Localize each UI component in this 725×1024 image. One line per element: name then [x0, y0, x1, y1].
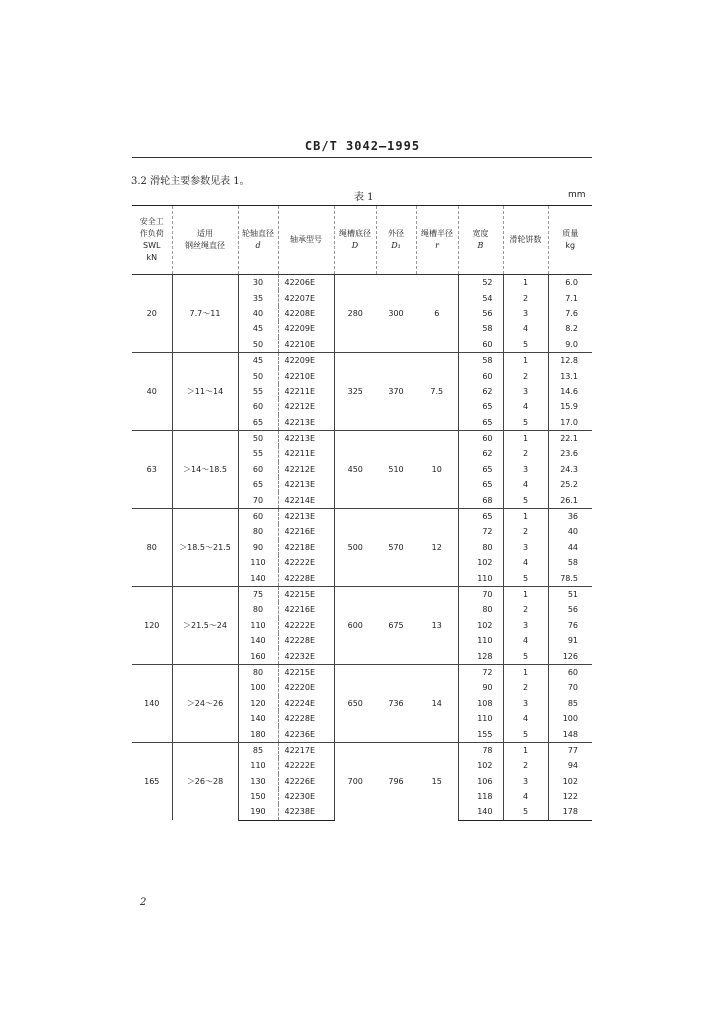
cell-axle-dia: 75: [238, 586, 278, 602]
cell-axle-dia: 140: [238, 570, 278, 586]
cell-axle-dia: 120: [238, 696, 278, 711]
cell-sheave-count: 2: [503, 524, 548, 539]
cell-sheave-count: 2: [503, 602, 548, 617]
cell-bearing: 42213E: [278, 430, 334, 446]
cell-groove-radius: 7.5: [416, 352, 458, 430]
cell-bearing: 42211E: [278, 384, 334, 399]
cell-mass: 178: [548, 804, 592, 820]
cell-sheave-count: 4: [503, 789, 548, 804]
cell-bearing: 42207E: [278, 290, 334, 305]
col-header-groove-radius: 绳槽半径 r: [416, 206, 458, 275]
cell-swl: 140: [132, 664, 172, 742]
cell-width: 65: [458, 415, 503, 431]
cell-rope-dia: ＞14～18.5: [172, 430, 238, 508]
cell-bearing: 42222E: [278, 758, 334, 773]
table-row: [132, 742, 592, 758]
cell-axle-dia: 45: [238, 352, 278, 368]
cell-width: 68: [458, 492, 503, 508]
cell-bearing: 42222E: [278, 618, 334, 633]
cell-outer-dia: 510: [376, 430, 416, 508]
cell-sheave-count: 1: [503, 742, 548, 758]
col-header-mass: 质量 kg: [548, 206, 592, 275]
cell-rope-dia: ＞11～14: [172, 352, 238, 430]
cell-axle-dia: 140: [238, 711, 278, 726]
table-row: [132, 352, 592, 368]
col-header-bearing: 轴承型号: [278, 206, 334, 275]
cell-sheave-count: 2: [503, 446, 548, 461]
cell-mass: 60: [548, 664, 592, 680]
table-row: [132, 430, 592, 446]
cell-width: 65: [458, 462, 503, 477]
cell-sheave-count: 3: [503, 774, 548, 789]
parameter-table: [132, 205, 592, 821]
cell-axle-dia: 60: [238, 462, 278, 477]
cell-mass: 85: [567, 698, 578, 708]
cell-bearing: 42212E: [278, 462, 334, 477]
cell-mass: 7.6: [565, 308, 578, 318]
cell-bearing: 42228E: [278, 711, 334, 726]
cell-width: 110: [458, 711, 503, 726]
cell-axle-dia: 50: [238, 337, 278, 353]
cell-axle-dia: 60: [238, 399, 278, 414]
cell-bearing: 42213E: [278, 477, 334, 492]
cell-bearing: 42208E: [278, 306, 334, 321]
cell-sheave-count: 4: [503, 399, 548, 414]
cell-axle-dia: 70: [238, 492, 278, 508]
cell-bearing: 42228E: [278, 633, 334, 648]
cell-sheave-count: 5: [503, 648, 548, 664]
cell-outer-dia: 736: [376, 664, 416, 742]
cell-bearing: 42209E: [278, 321, 334, 336]
cell-width: 60: [458, 430, 503, 446]
cell-sheave-count: 4: [503, 633, 548, 648]
cell-sheave-count: 4: [503, 711, 548, 726]
cell-axle-dia: 80: [238, 664, 278, 680]
col-header-rope-dia: 适用 钢丝绳直径: [172, 206, 238, 275]
cell-mass: 91: [567, 636, 578, 646]
cell-swl: 40: [132, 352, 172, 430]
cell-sheave-count: 3: [503, 306, 548, 321]
cell-groove-dia: 700: [334, 742, 376, 820]
cell-bearing: 42213E: [278, 508, 334, 524]
cell-bearing: 42220E: [278, 680, 334, 695]
cell-sheave-count: 2: [503, 368, 548, 383]
table-unit: mm: [568, 190, 586, 200]
cell-width: 58: [458, 352, 503, 368]
cell-axle-dia: 60: [238, 508, 278, 524]
cell-bearing: 42218E: [278, 540, 334, 555]
cell-outer-dia: 300: [376, 275, 416, 353]
cell-sheave-count: 2: [503, 680, 548, 695]
cell-width: 62: [458, 446, 503, 461]
cell-mass: 6.0: [548, 275, 592, 291]
cell-width: 65: [458, 477, 503, 492]
cell-sheave-count: 3: [503, 462, 548, 477]
cell-width: 58: [458, 321, 503, 336]
cell-mass: 44: [567, 542, 578, 552]
cell-width: 80: [458, 602, 503, 617]
cell-bearing: 42230E: [278, 789, 334, 804]
cell-sheave-count: 4: [503, 321, 548, 336]
cell-axle-dia: 55: [238, 384, 278, 399]
cell-sheave-count: 1: [503, 508, 548, 524]
cell-mass: 56: [567, 605, 578, 615]
cell-bearing: 42238E: [278, 804, 334, 820]
cell-bearing: 42213E: [278, 415, 334, 431]
table-body: [132, 275, 592, 821]
cell-axle-dia: 90: [238, 540, 278, 555]
cell-sheave-count: 1: [503, 352, 548, 368]
cell-groove-dia: 650: [334, 664, 376, 742]
cell-mass: 100: [562, 714, 578, 724]
cell-swl: 120: [132, 586, 172, 664]
page-number: 2: [140, 897, 147, 908]
cell-width: 128: [458, 648, 503, 664]
cell-mass: 12.8: [548, 352, 592, 368]
header-rule: [132, 157, 592, 158]
cell-bearing: 42226E: [278, 774, 334, 789]
table-caption: 表 1: [354, 192, 374, 203]
cell-sheave-count: 1: [503, 586, 548, 602]
cell-mass: 8.2: [565, 324, 578, 334]
cell-swl: 80: [132, 508, 172, 586]
cell-axle-dia: 40: [238, 306, 278, 321]
cell-groove-dia: 500: [334, 508, 376, 586]
cell-mass: 22.1: [548, 430, 592, 446]
cell-mass: 58: [567, 558, 578, 568]
cell-axle-dia: 160: [238, 648, 278, 664]
cell-swl: 63: [132, 430, 172, 508]
cell-width: 102: [458, 758, 503, 773]
cell-groove-radius: 12: [416, 508, 458, 586]
cell-groove-dia: 325: [334, 352, 376, 430]
cell-width: 90: [458, 680, 503, 695]
cell-sheave-count: 1: [503, 664, 548, 680]
cell-bearing: 42215E: [278, 586, 334, 602]
cell-width: 102: [458, 618, 503, 633]
cell-mass: 51: [548, 586, 592, 602]
cell-bearing: 42206E: [278, 275, 334, 291]
cell-sheave-count: 4: [503, 477, 548, 492]
cell-mass: 17.0: [560, 417, 578, 427]
table-row: [132, 586, 592, 602]
cell-bearing: 42228E: [278, 570, 334, 586]
col-header-groove-dia: 绳槽底径 D: [334, 206, 376, 275]
cell-width: 62: [458, 384, 503, 399]
cell-mass: 7.1: [565, 293, 578, 303]
cell-axle-dia: 110: [238, 618, 278, 633]
cell-axle-dia: 80: [238, 524, 278, 539]
cell-width: 72: [458, 664, 503, 680]
cell-rope-dia: ＞18.5～21.5: [172, 508, 238, 586]
cell-rope-dia: ＞26～28: [172, 742, 238, 820]
cell-width: 60: [458, 368, 503, 383]
cell-sheave-count: 3: [503, 618, 548, 633]
cell-bearing: 42216E: [278, 524, 334, 539]
cell-width: 54: [458, 290, 503, 305]
cell-mass: 77: [548, 742, 592, 758]
cell-mass: 40: [567, 527, 578, 537]
cell-mass: 148: [562, 729, 578, 739]
cell-mass: 13.1: [560, 371, 578, 381]
cell-sheave-count: 5: [503, 804, 548, 820]
cell-axle-dia: 80: [238, 602, 278, 617]
cell-bearing: 42211E: [278, 446, 334, 461]
cell-groove-radius: 6: [416, 275, 458, 353]
cell-bearing: 42232E: [278, 648, 334, 664]
cell-mass: 36: [548, 508, 592, 524]
cell-mass: 94: [567, 761, 578, 771]
cell-axle-dia: 190: [238, 804, 278, 820]
cell-width: 108: [458, 696, 503, 711]
cell-axle-dia: 50: [238, 368, 278, 383]
cell-mass: 14.6: [560, 386, 578, 396]
cell-axle-dia: 140: [238, 633, 278, 648]
standard-header: CB/T 3042—1995: [304, 139, 421, 153]
cell-axle-dia: 150: [238, 789, 278, 804]
cell-bearing: 42217E: [278, 742, 334, 758]
cell-outer-dia: 675: [376, 586, 416, 664]
cell-axle-dia: 55: [238, 446, 278, 461]
cell-mass: 102: [562, 776, 578, 786]
col-header-outer-dia: 外径 D₁: [376, 206, 416, 275]
cell-groove-radius: 14: [416, 664, 458, 742]
cell-bearing: 42212E: [278, 399, 334, 414]
cell-bearing: 42209E: [278, 352, 334, 368]
cell-width: 72: [458, 524, 503, 539]
cell-sheave-count: 5: [503, 492, 548, 508]
table-row: [132, 508, 592, 524]
cell-width: 70: [458, 586, 503, 602]
cell-width: 106: [458, 774, 503, 789]
cell-axle-dia: 45: [238, 321, 278, 336]
cell-sheave-count: 4: [503, 555, 548, 570]
cell-outer-dia: 570: [376, 508, 416, 586]
cell-rope-dia: ＞21.5～24: [172, 586, 238, 664]
cell-axle-dia: 100: [238, 680, 278, 695]
cell-sheave-count: 3: [503, 696, 548, 711]
cell-axle-dia: 30: [238, 275, 278, 291]
cell-outer-dia: 796: [376, 742, 416, 820]
cell-sheave-count: 1: [503, 275, 548, 291]
col-header-swl: 安全工 作负荷 SWL kN: [132, 206, 172, 275]
cell-bearing: 42210E: [278, 337, 334, 353]
cell-axle-dia: 130: [238, 774, 278, 789]
cell-width: 110: [458, 633, 503, 648]
cell-bearing: 42222E: [278, 555, 334, 570]
cell-width: 155: [458, 726, 503, 742]
cell-axle-dia: 180: [238, 726, 278, 742]
cell-bearing: 42224E: [278, 696, 334, 711]
cell-mass: 26.1: [560, 495, 578, 505]
cell-sheave-count: 5: [503, 570, 548, 586]
cell-rope-dia: ＞24～26: [172, 664, 238, 742]
cell-mass: 25.2: [560, 480, 578, 490]
cell-bearing: 42236E: [278, 726, 334, 742]
cell-mass: 76: [567, 620, 578, 630]
table-row: [132, 275, 592, 291]
cell-axle-dia: 110: [238, 758, 278, 773]
cell-width: 110: [458, 570, 503, 586]
cell-mass: 70: [567, 683, 578, 693]
cell-sheave-count: 1: [503, 430, 548, 446]
cell-width: 78: [458, 742, 503, 758]
cell-sheave-count: 2: [503, 290, 548, 305]
cell-axle-dia: 65: [238, 477, 278, 492]
cell-groove-radius: 10: [416, 430, 458, 508]
cell-width: 52: [458, 275, 503, 291]
cell-rope-dia: 7.7～11: [172, 275, 238, 353]
cell-sheave-count: 5: [503, 337, 548, 353]
cell-sheave-count: 2: [503, 758, 548, 773]
cell-mass: 15.9: [560, 402, 578, 412]
cell-axle-dia: 110: [238, 555, 278, 570]
cell-width: 65: [458, 508, 503, 524]
cell-sheave-count: 5: [503, 415, 548, 431]
cell-bearing: 42216E: [278, 602, 334, 617]
col-header-sheave-count: 滑轮饼数: [503, 206, 548, 275]
table-header-row: [132, 206, 592, 275]
cell-sheave-count: 5: [503, 726, 548, 742]
cell-outer-dia: 370: [376, 352, 416, 430]
cell-bearing: 42210E: [278, 368, 334, 383]
cell-axle-dia: 35: [238, 290, 278, 305]
cell-mass: 24.3: [560, 464, 578, 474]
cell-width: 118: [458, 789, 503, 804]
cell-width: 140: [458, 804, 503, 820]
cell-axle-dia: 50: [238, 430, 278, 446]
col-header-axle-dia: 轮轴直径 d: [238, 206, 278, 275]
cell-mass: 23.6: [560, 449, 578, 459]
cell-sheave-count: 3: [503, 540, 548, 555]
cell-mass: 9.0: [565, 339, 578, 349]
cell-axle-dia: 85: [238, 742, 278, 758]
cell-bearing: 42215E: [278, 664, 334, 680]
col-header-width: 宽度 B: [458, 206, 503, 275]
cell-width: 65: [458, 399, 503, 414]
cell-swl: 20: [132, 275, 172, 353]
cell-swl: 165: [132, 742, 172, 820]
cell-mass: 126: [562, 651, 578, 661]
cell-groove-dia: 600: [334, 586, 376, 664]
cell-groove-radius: 15: [416, 742, 458, 820]
table-row: [132, 664, 592, 680]
cell-axle-dia: 65: [238, 415, 278, 431]
cell-width: 60: [458, 337, 503, 353]
cell-groove-dia: 450: [334, 430, 376, 508]
cell-width: 80: [458, 540, 503, 555]
cell-groove-radius: 13: [416, 586, 458, 664]
cell-sheave-count: 3: [503, 384, 548, 399]
cell-width: 56: [458, 306, 503, 321]
cell-mass: 78.5: [560, 573, 578, 583]
cell-bearing: 42214E: [278, 492, 334, 508]
cell-groove-dia: 280: [334, 275, 376, 353]
section-text: 3.2 滑轮主要参数见表 1。: [131, 176, 250, 187]
cell-width: 102: [458, 555, 503, 570]
cell-mass: 122: [562, 792, 578, 802]
